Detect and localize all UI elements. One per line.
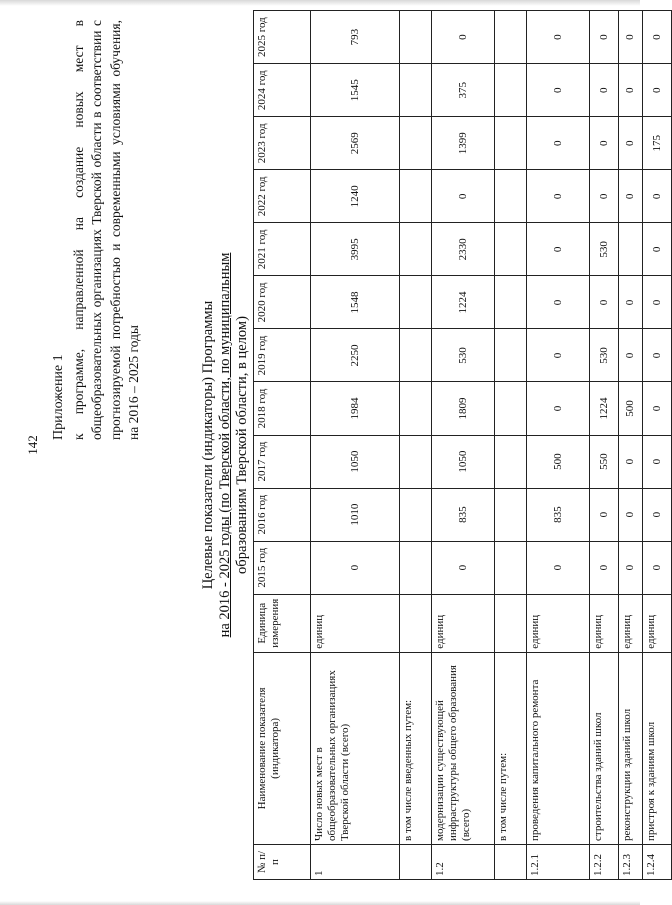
year-value-cell: 2569 — [311, 117, 400, 170]
year-value-cell: 0 — [432, 11, 495, 64]
year-value-cell: 793 — [311, 11, 400, 64]
header-year: 2020 год — [254, 276, 311, 329]
table-row — [643, 11, 672, 880]
table-body — [311, 11, 672, 880]
year-value-cell: 0 — [527, 64, 590, 117]
year-value-cell: 530 — [590, 223, 619, 276]
year-value-cell: 1399 — [432, 117, 495, 170]
year-value-cell: 0 — [619, 541, 643, 594]
year-value-cell: 1545 — [311, 64, 400, 117]
year-value-cell: 0 — [432, 541, 495, 594]
year-value-cell: 530 — [432, 329, 495, 382]
year-value-cell — [495, 64, 527, 117]
page-number: 142 — [25, 435, 40, 455]
header-year: 2015 год — [254, 541, 311, 594]
year-value-cell: 1984 — [311, 382, 400, 435]
year-value-cell: 0 — [590, 117, 619, 170]
year-value-cell: 375 — [432, 64, 495, 117]
year-value-cell: 835 — [432, 488, 495, 541]
scan-top-edge — [0, 0, 640, 6]
year-value-cell — [495, 329, 527, 382]
indicator-name-cell: проведения капитального ремонта — [527, 652, 590, 844]
table-row — [495, 11, 527, 880]
table-row — [619, 11, 643, 880]
year-value-cell: 1050 — [432, 435, 495, 488]
year-value-cell: 0 — [643, 64, 672, 117]
unit-cell — [400, 594, 432, 652]
table-title-line-3: образованиям Тверской области, в целом) — [234, 316, 250, 574]
header-unit: Единица измерения — [254, 594, 311, 652]
indicator-name-cell: Число новых мест в общеобразовательных организациях Тверской области (всего) — [311, 652, 400, 844]
table-row — [590, 11, 619, 880]
year-value-cell: 500 — [619, 382, 643, 435]
year-value-cell: 1240 — [311, 170, 400, 223]
year-value-cell — [495, 170, 527, 223]
header-year: 2017 год — [254, 435, 311, 488]
year-value-cell — [495, 488, 527, 541]
year-value-cell: 0 — [619, 329, 643, 382]
unit-cell: единиц — [643, 594, 672, 652]
year-value-cell: 0 — [527, 170, 590, 223]
row-number-cell: 1.2.4 — [643, 844, 672, 879]
year-value-cell: 0 — [619, 117, 643, 170]
indicator-name-cell: в том числе введенных путем: — [400, 652, 432, 844]
year-value-cell: 0 — [590, 170, 619, 223]
year-value-cell — [400, 223, 432, 276]
year-value-cell — [400, 117, 432, 170]
year-value-cell — [619, 223, 643, 276]
year-value-cell: 0 — [527, 117, 590, 170]
table-title-line-1: Целевые показатели (индикаторы) Программы — [200, 300, 216, 590]
year-value-cell: 1050 — [311, 435, 400, 488]
year-value-cell: 0 — [590, 488, 619, 541]
year-value-cell: 0 — [643, 276, 672, 329]
year-value-cell: 0 — [619, 170, 643, 223]
row-number-cell — [495, 844, 527, 879]
table-row — [432, 11, 495, 880]
year-value-cell: 0 — [527, 223, 590, 276]
header-year: 2019 год — [254, 329, 311, 382]
year-value-cell: 0 — [643, 223, 672, 276]
year-value-cell: 1010 — [311, 488, 400, 541]
table-header-row — [254, 11, 311, 880]
year-value-cell: 0 — [590, 276, 619, 329]
row-number-cell: 1.2.2 — [590, 844, 619, 879]
appendix-block — [50, 20, 144, 440]
year-value-cell: 0 — [619, 488, 643, 541]
header-year: 2024 год — [254, 64, 311, 117]
year-value-cell: 1548 — [311, 276, 400, 329]
appendix-label: Приложение 1 — [51, 354, 66, 440]
year-value-cell: 0 — [527, 329, 590, 382]
year-value-cell — [400, 170, 432, 223]
unit-cell: единиц — [590, 594, 619, 652]
header-year: 2022 год — [254, 170, 311, 223]
year-value-cell: 0 — [619, 276, 643, 329]
year-value-cell: 0 — [619, 11, 643, 64]
year-value-cell: 0 — [590, 11, 619, 64]
year-value-cell — [495, 541, 527, 594]
year-value-cell — [400, 382, 432, 435]
year-value-cell: 2330 — [432, 223, 495, 276]
header-year: 2016 год — [254, 488, 311, 541]
indicators-table — [253, 10, 672, 880]
year-value-cell: 835 — [527, 488, 590, 541]
year-value-cell: 550 — [590, 435, 619, 488]
year-value-cell: 1224 — [432, 276, 495, 329]
indicators-table-wrap — [253, 10, 672, 880]
year-value-cell — [400, 11, 432, 64]
scan-bottom-edge — [0, 901, 640, 905]
year-value-cell: 2250 — [311, 329, 400, 382]
year-value-cell: 0 — [590, 64, 619, 117]
year-value-cell: 3995 — [311, 223, 400, 276]
year-value-cell: 0 — [590, 541, 619, 594]
table-row — [311, 11, 400, 880]
row-number-cell: 1 — [311, 844, 400, 879]
year-value-cell: 0 — [643, 541, 672, 594]
appendix-text: к программе, направленной на создание новых мест в общеобразовательных организациях Тверской области в соответствии с прогнозируемой потребностью и современными условиями обучения, на 2016 – 2025 годы — [70, 20, 141, 440]
year-value-cell — [400, 488, 432, 541]
indicator-name-cell: реконструкции зданий школ — [619, 652, 643, 844]
row-number-cell: 1.2.1 — [527, 844, 590, 879]
year-value-cell — [400, 541, 432, 594]
year-value-cell: 0 — [527, 276, 590, 329]
table-title — [200, 10, 251, 880]
year-value-cell: 0 — [432, 170, 495, 223]
year-value-cell: 0 — [643, 435, 672, 488]
header-number: № п/п — [254, 844, 311, 879]
header-year: 2021 год — [254, 223, 311, 276]
year-value-cell: 0 — [643, 329, 672, 382]
unit-cell — [495, 594, 527, 652]
year-value-cell — [400, 64, 432, 117]
year-value-cell: 175 — [643, 117, 672, 170]
year-value-cell: 0 — [643, 488, 672, 541]
year-value-cell: 0 — [527, 11, 590, 64]
header-year: 2025 год — [254, 11, 311, 64]
indicator-name-cell: пристроя к зданиям школ — [643, 652, 672, 844]
year-value-cell: 0 — [619, 435, 643, 488]
year-value-cell: 0 — [619, 64, 643, 117]
year-value-cell: 1224 — [590, 382, 619, 435]
row-number-cell: 1.2 — [432, 844, 495, 879]
unit-cell: единиц — [311, 594, 400, 652]
header-year: 2018 год — [254, 382, 311, 435]
year-value-cell: 0 — [527, 541, 590, 594]
year-value-cell: 530 — [590, 329, 619, 382]
year-value-cell: 1809 — [432, 382, 495, 435]
unit-cell: единиц — [619, 594, 643, 652]
year-value-cell — [495, 11, 527, 64]
unit-cell: единиц — [432, 594, 495, 652]
year-value-cell: 0 — [643, 382, 672, 435]
year-value-cell: 0 — [311, 541, 400, 594]
indicator-name-cell: строительства зданий школ — [590, 652, 619, 844]
year-value-cell — [400, 435, 432, 488]
table-row — [400, 11, 432, 880]
year-value-cell: 0 — [527, 382, 590, 435]
indicator-name-cell: модернизации существующей инфраструктуры общего образования (всего) — [432, 652, 495, 844]
year-value-cell — [495, 276, 527, 329]
year-value-cell — [495, 223, 527, 276]
year-value-cell: 0 — [643, 170, 672, 223]
row-number-cell — [400, 844, 432, 879]
year-value-cell — [495, 382, 527, 435]
year-value-cell — [495, 117, 527, 170]
table-row — [527, 11, 590, 880]
year-value-cell — [400, 276, 432, 329]
row-number-cell: 1.2.3 — [619, 844, 643, 879]
header-name: Наименование показателя (индикатора) — [254, 652, 311, 844]
year-value-cell: 500 — [527, 435, 590, 488]
rotated-page — [20, 10, 663, 880]
header-year: 2023 год — [254, 117, 311, 170]
year-value-cell — [495, 435, 527, 488]
indicator-name-cell: в том числе путем: — [495, 652, 527, 844]
unit-cell: единиц — [527, 594, 590, 652]
table-title-line-2: на 2016 - 2025 годы (по Тверской области, по муниципальным — [217, 252, 233, 638]
year-value-cell: 0 — [643, 11, 672, 64]
year-value-cell — [400, 329, 432, 382]
